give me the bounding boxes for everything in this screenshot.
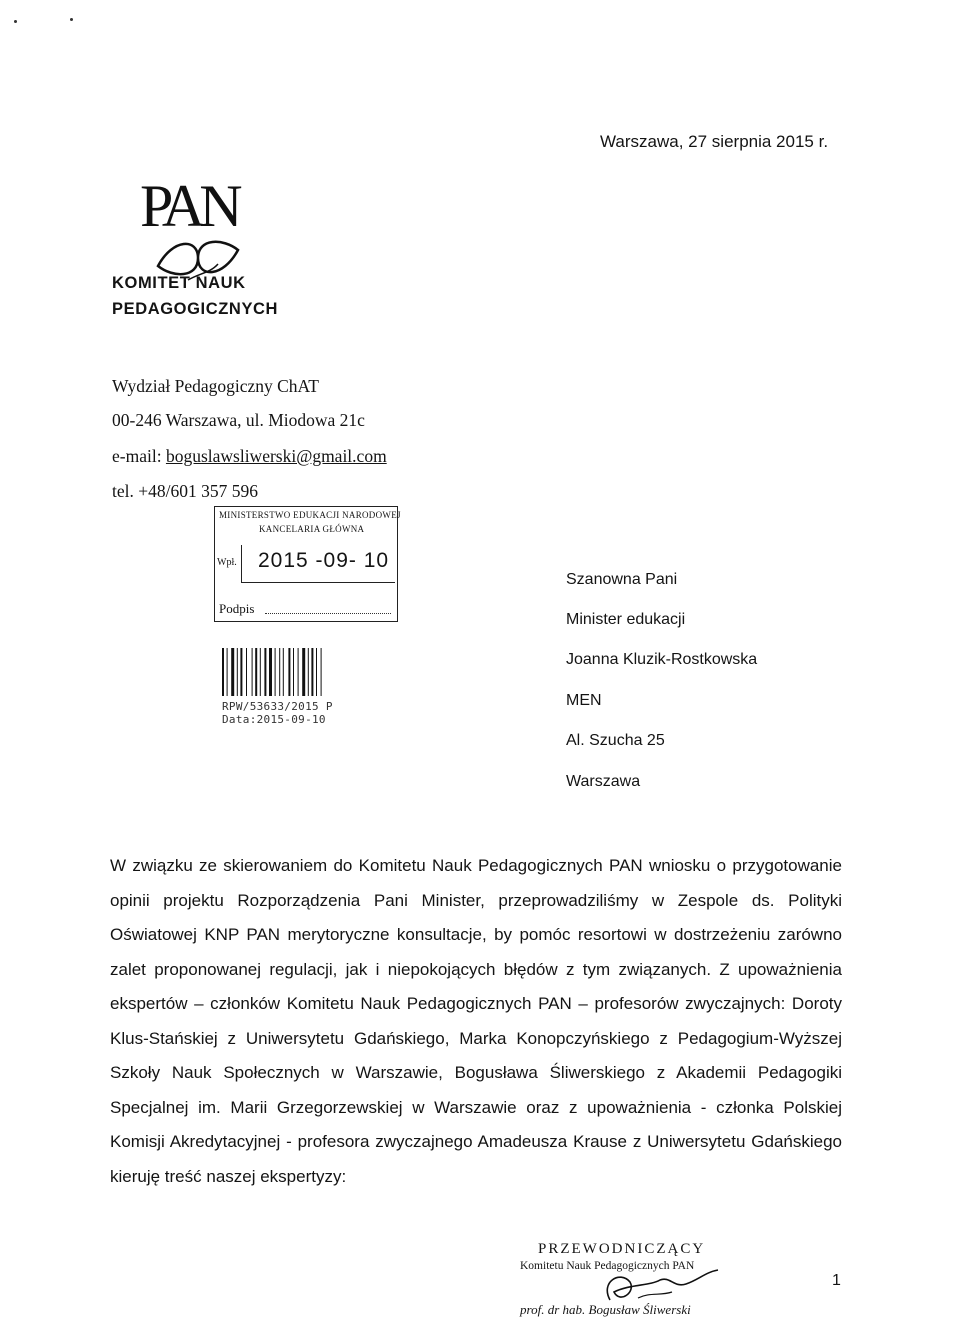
- logo-line-2: PEDAGOGICZNYCH: [112, 300, 279, 318]
- barcode-bar: [231, 648, 234, 696]
- barcode-bar: [275, 648, 276, 696]
- barcode-bar: [227, 648, 228, 696]
- signature-committee: Komitetu Nauk Pedagogicznych PAN: [520, 1260, 695, 1272]
- registry-stamp: [214, 506, 401, 622]
- scan-speck: [70, 18, 73, 21]
- committee-logo-text: [112, 270, 278, 322]
- recipient-city: Warszawa: [566, 773, 641, 790]
- logo-line-1: KOMITET NAUK: [112, 274, 246, 292]
- barcode-bar: [302, 648, 305, 696]
- barcode-bar: [269, 648, 272, 696]
- recipient-street: Al. Szucha 25: [566, 732, 665, 749]
- barcode-ref: RPW/53633/2015 P: [222, 700, 333, 713]
- stamp-podpis-label: Podpis: [219, 601, 255, 616]
- barcode-bar: [293, 648, 294, 696]
- recipient-title: Minister edukacji: [566, 611, 686, 628]
- barcode-bar: [279, 648, 280, 696]
- svg-text:PAN: PAN: [140, 173, 237, 239]
- barcode-bar: [246, 648, 247, 696]
- barcode-bar: [264, 648, 266, 696]
- registry-barcode: [222, 648, 344, 696]
- letter-body: W związku ze skierowaniem do Komitetu Nauk Pedagogicznych PAN wniosku o przygotowanie opinii projektu Rozporządzenia Pani Minister, przeprowadziliśmy w Zespole ds. Polityki Oświatowej KNP PAN merytoryczne konsultacje, by pomóc resortowi w dostrzeżeniu zarówno zalet proponowanej regulacji, jak i niepokojących błędów z tym związanych. Z upoważnienia ekspertów – członków Komitetu Nauk Pedagogicznych PAN – profesorów zwyczajnych: Doroty Klus-Stańskiej z Uniwersytetu Gdańskiego, Marka Konopczyńskiego z Pedagogium-Wyższej Szkoły Nauk Społecznych w Warszawie, Bogusława Śliwerskiego z Akademii Pedagogiki Specjalnej im. Marii Grzegorzewskiej w Warszawie oraz z upoważnienia - członka Polskiej Komisji Akredytacyjnej - profesora zwyczajnego Amadeusza Krause z Uniwersytetu Gdańskiego kieruję treść naszej ekspertyzy:: [110, 856, 842, 1186]
- barcode-bar: [255, 648, 257, 696]
- barcode-bar: [237, 648, 238, 696]
- recipient-ministry: MEN: [566, 692, 602, 709]
- date-line: Warszawa, 27 sierpnia 2015 r.: [600, 132, 829, 151]
- sender-address: 00-246 Warszawa, ul. Miodowa 21c: [112, 410, 365, 430]
- scan-speck: [14, 20, 17, 23]
- sender-phone: tel. +48/601 357 596: [112, 481, 258, 501]
- barcode-bar: [240, 648, 242, 696]
- signature-title: PRZEWODNICZĄCY: [538, 1241, 706, 1257]
- stamp-office: KANCELARIA GŁÓWNA: [259, 524, 365, 534]
- recipient-salutation: Szanowna Pani: [566, 571, 678, 588]
- stamp-date-box: [241, 545, 395, 583]
- sender-email-line: [112, 446, 387, 467]
- barcode-bar: [260, 648, 261, 696]
- stamp-ministry: MINISTERSTWO EDUKACJI NARODOWEJ: [219, 510, 401, 520]
- barcode-bar: [308, 648, 309, 696]
- barcode-date: Data:2015-09-10: [222, 713, 326, 726]
- recipient-name: Joanna Kluzik-Rostkowska: [566, 651, 758, 668]
- stamp-signature-line: [265, 613, 391, 614]
- barcode-bar: [222, 648, 224, 696]
- barcode-bar: [298, 648, 299, 696]
- barcode-bar: [252, 648, 253, 696]
- barcode-bar: [321, 648, 322, 696]
- stamp-date: 2015 -09- 10: [258, 549, 390, 572]
- page-number: 1: [832, 1272, 841, 1289]
- signature-name: prof. dr hab. Bogusław Śliwerski: [520, 1302, 691, 1317]
- barcode-bar: [316, 648, 317, 696]
- barcode-bar: [311, 648, 313, 696]
- email-label: e-mail:: [112, 446, 166, 466]
- barcode-bar: [288, 648, 290, 696]
- email-link[interactable]: boguslawsliwerski@gmail.com: [165, 446, 387, 466]
- sender-department: Wydział Pedagogiczny ChAT: [112, 376, 319, 396]
- stamp-wpl-label: Wpł.: [217, 557, 237, 568]
- barcode-bar: [283, 648, 284, 696]
